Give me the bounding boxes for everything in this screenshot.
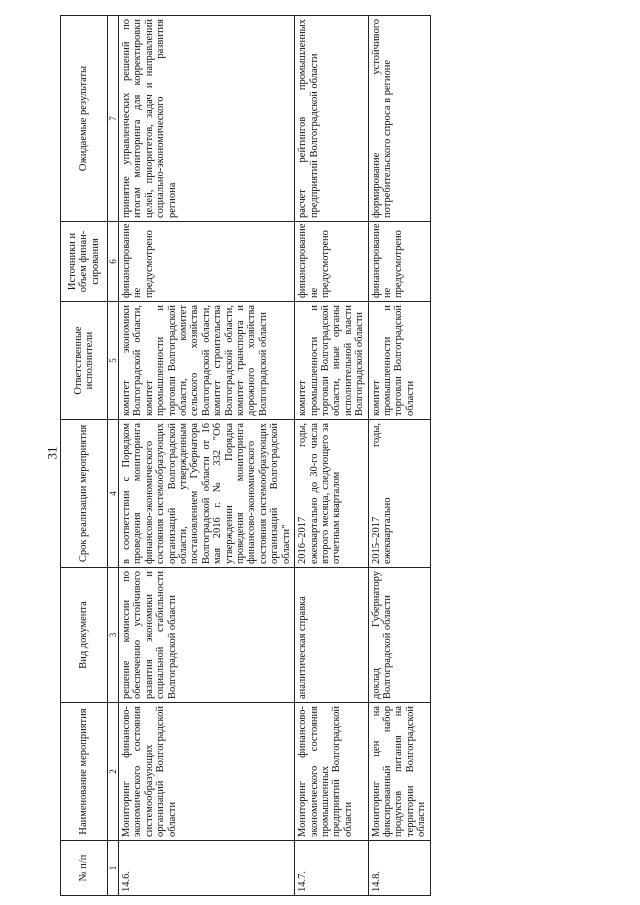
header-cell: Вид документа (61, 568, 108, 703)
measure-name: Мониторинг финансово-экономического состояния системообразующих организаций Волгоградской области (119, 703, 295, 841)
measure-name: Мониторинг финансово-экономического состояния промышленных предприятий Волгоградской области (295, 703, 368, 841)
header-cell: Источники и объем финан-сирования (61, 222, 108, 302)
page-number: 31 (44, 446, 60, 460)
table-row (119, 16, 295, 896)
expected-results: расчет рейтингов промышленных предприятий Волгоградской области (295, 16, 368, 222)
header-cell: Ответственные исполнители (61, 302, 108, 420)
financing: финансирование не предусмотрено (119, 222, 295, 302)
header-cell: Наименование мероприятия (61, 703, 108, 841)
column-number: 3 (108, 568, 119, 703)
deadline: 2016–2017 годы, ежеквартально до 30-го числа второго месяца, следующего за отчетным кварталом (295, 420, 368, 568)
header-cell: № п/п (61, 841, 108, 896)
deadline: 2015–2017 годы, ежеквартально (368, 420, 430, 568)
financing: финансирование не предусмотрено (368, 222, 430, 302)
table-row (295, 16, 368, 896)
financing: финансирование не предусмотрено (295, 222, 368, 302)
responsible: комитет экономики Волгоградской области, комитет промышленности и торговли Волгоградской области, комитет сельского хозяйства Волгоградской области, комитет строительства Волгоградской области, комитет транспорта и дорожного хозяйства Волгоградской области (119, 302, 295, 420)
responsible: комитет промышленности и торговли Волгоградской области, иные органы исполнительной власти Волгоградской области (295, 302, 368, 420)
row-number: 14.8. (368, 841, 430, 896)
column-number: 5 (108, 302, 119, 420)
table-row (368, 16, 430, 896)
column-number-row (108, 16, 119, 896)
column-number: 6 (108, 222, 119, 302)
column-number: 1 (108, 841, 119, 896)
rotated-table-container (60, 16, 615, 896)
document-type: аналитическая справка (295, 568, 368, 703)
measure-name: Мониторинг цен на фиксированный набор продуктов питания на территории Волгоградской области (368, 703, 430, 841)
row-number: 14.7. (295, 841, 368, 896)
header-cell: Ожидаемые результаты (61, 16, 108, 222)
header-row (61, 16, 108, 896)
expected-results: формирование устойчивого потребительского спроса в регионе (368, 16, 430, 222)
responsible: комитет промышленности и торговли Волгоградской области (368, 302, 430, 420)
column-number: 4 (108, 420, 119, 568)
expected-results: принятие управленческих решений по итогам мониторинга для корректировки целей, приоритетов, задач и направлений социально-экономического развития региона (119, 16, 295, 222)
deadline: в соответствии с Порядком проведения мониторинга финансово-экономического состояния системообразующих организаций Волгоградской области, утвержденным постановлением Губернатора Волгоградской области от 16 мая 2016 г. № 332 "Об утверждении Порядка проведения мониторинга финансово-экономического состояния системообразующих организаций Волгоградской области" (119, 420, 295, 568)
measures-table (60, 15, 431, 896)
column-number: 7 (108, 16, 119, 222)
row-number: 14.6. (119, 841, 295, 896)
column-number: 2 (108, 703, 119, 841)
document-type: доклад Губернатору Волгоградской области (368, 568, 430, 703)
header-cell: Срок реализации мероприятия (61, 420, 108, 568)
document-type: решение комиссии по обеспечению устойчивого развития экономики и социальной стабильности Волгоградской области (119, 568, 295, 703)
